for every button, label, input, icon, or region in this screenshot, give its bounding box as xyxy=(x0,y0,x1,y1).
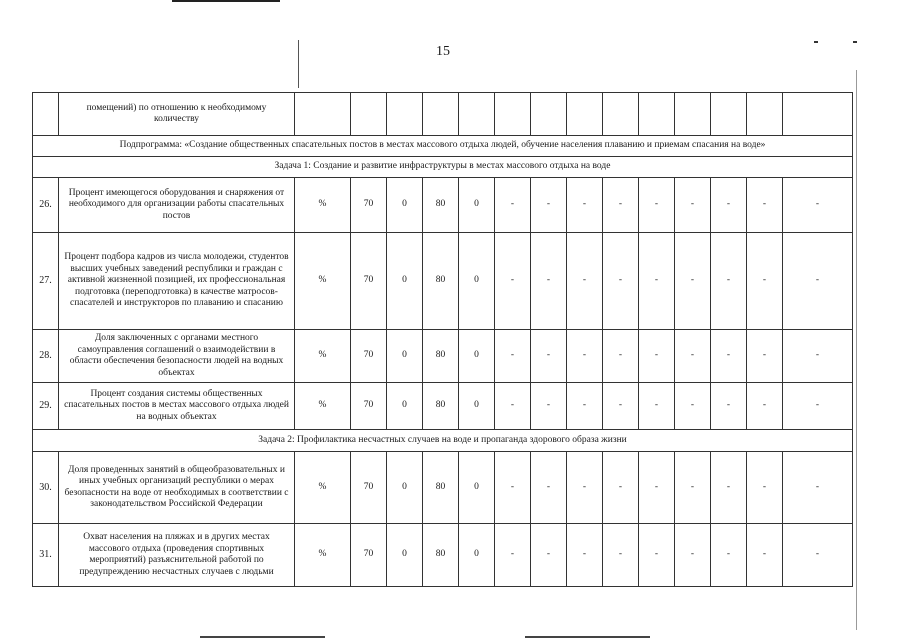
dash-cell: - xyxy=(495,524,531,587)
dash-cell: - xyxy=(747,330,783,383)
dash-cell: - xyxy=(603,524,639,587)
dash-cell: - xyxy=(639,178,675,233)
value-cell: 80 xyxy=(423,524,459,587)
row-number: 29. xyxy=(33,383,59,430)
value-cell: 80 xyxy=(423,330,459,383)
task1-row xyxy=(33,157,853,178)
dash-cell: - xyxy=(675,178,711,233)
table-row xyxy=(33,330,853,383)
value-cell: 0 xyxy=(387,330,423,383)
dash-cell: - xyxy=(711,178,747,233)
value-cell: 80 xyxy=(423,452,459,524)
scan-dot-1 xyxy=(814,41,818,43)
value-cell: 0 xyxy=(459,178,495,233)
task2-title: Задача 2: Профилактика несчастных случаев на воде и пропаганда здорового образа жизни xyxy=(33,430,853,452)
dash-cell: - xyxy=(675,452,711,524)
task2-row xyxy=(33,430,853,452)
value-cell: 0 xyxy=(459,330,495,383)
dash-cell: - xyxy=(639,330,675,383)
dash-cell: - xyxy=(531,233,567,330)
dash-cell: - xyxy=(675,233,711,330)
dash-cell: - xyxy=(711,452,747,524)
value-cell: 70 xyxy=(351,524,387,587)
row-number: 26. xyxy=(33,178,59,233)
table-row xyxy=(33,383,853,430)
indicator-name: Доля проведенных занятий в общеобразовательных и иных учебных организаций республики о мерах безопасности на воде от необходимых в соответствии с законодательством Российской Федерации xyxy=(59,452,295,524)
subprogram-row xyxy=(33,136,853,157)
value-cell: 70 xyxy=(351,233,387,330)
dash-cell: - xyxy=(567,178,603,233)
scan-mark-bottom-left xyxy=(200,636,325,638)
dash-cell: - xyxy=(747,452,783,524)
dash-cell: - xyxy=(603,383,639,430)
value-cell: 0 xyxy=(387,233,423,330)
value-cell: 70 xyxy=(351,330,387,383)
continuation-text: помещений) по отношению к необходимому количеству xyxy=(59,93,295,136)
dash-cell: - xyxy=(603,233,639,330)
value-cell: 0 xyxy=(459,383,495,430)
unit-cell: % xyxy=(295,524,351,587)
dash-cell: - xyxy=(711,524,747,587)
dash-cell: - xyxy=(747,233,783,330)
indicators-table xyxy=(32,92,853,587)
dash-cell: - xyxy=(567,330,603,383)
value-cell: 0 xyxy=(387,178,423,233)
page-number: 15 xyxy=(436,44,450,59)
dash-cell: - xyxy=(711,383,747,430)
dash-cell: - xyxy=(783,330,853,383)
indicator-name: Процент имеющегося оборудования и снаряжения от необходимого для организации работы спасательных постов xyxy=(59,178,295,233)
dash-cell: - xyxy=(639,452,675,524)
unit-cell: % xyxy=(295,233,351,330)
dash-cell: - xyxy=(747,524,783,587)
scan-mark-right-edge xyxy=(856,70,857,630)
dash-cell: - xyxy=(603,330,639,383)
dash-cell: - xyxy=(783,383,853,430)
dash-cell: - xyxy=(531,383,567,430)
dash-cell: - xyxy=(495,330,531,383)
scan-dot-2 xyxy=(853,41,857,43)
dash-cell: - xyxy=(495,178,531,233)
dash-cell: - xyxy=(675,383,711,430)
dash-cell: - xyxy=(783,233,853,330)
value-cell: 70 xyxy=(351,383,387,430)
dash-cell: - xyxy=(639,233,675,330)
row-number: 28. xyxy=(33,330,59,383)
value-cell: 80 xyxy=(423,178,459,233)
dash-cell: - xyxy=(783,178,853,233)
dash-cell: - xyxy=(495,383,531,430)
dash-cell: - xyxy=(711,233,747,330)
dash-cell: - xyxy=(567,524,603,587)
scan-mark-top xyxy=(172,0,280,2)
row-number: 30. xyxy=(33,452,59,524)
table-row xyxy=(33,233,853,330)
dash-cell: - xyxy=(603,178,639,233)
task1-title: Задача 1: Создание и развитие инфраструктуры в местах массового отдыха на воде xyxy=(33,157,853,178)
continuation-row xyxy=(33,93,853,136)
value-cell: 0 xyxy=(387,452,423,524)
dash-cell: - xyxy=(567,233,603,330)
table-row xyxy=(33,524,853,587)
dash-cell: - xyxy=(495,233,531,330)
value-cell: 0 xyxy=(459,233,495,330)
value-cell: 0 xyxy=(387,383,423,430)
dash-cell: - xyxy=(531,330,567,383)
dash-cell: - xyxy=(639,524,675,587)
unit-cell: % xyxy=(295,452,351,524)
value-cell: 0 xyxy=(459,524,495,587)
indicator-name: Охват населения на пляжах и в других местах массового отдыха (проведения спортивных мероприятий) разъяснительной работой по предупреждению несчастных случаев с людьми xyxy=(59,524,295,587)
value-cell: 0 xyxy=(387,524,423,587)
indicator-name: Доля заключенных с органами местного самоуправления соглашений о взаимодействии в области обеспечения безопасности людей на водных объектах xyxy=(59,330,295,383)
value-cell: 80 xyxy=(423,383,459,430)
table-row xyxy=(33,452,853,524)
table-row xyxy=(33,178,853,233)
value-cell: 80 xyxy=(423,233,459,330)
dash-cell: - xyxy=(747,383,783,430)
value-cell: 70 xyxy=(351,452,387,524)
dash-cell: - xyxy=(675,330,711,383)
unit-cell: % xyxy=(295,383,351,430)
dash-cell: - xyxy=(567,452,603,524)
scan-mark-bottom-right xyxy=(525,636,650,638)
dash-cell: - xyxy=(531,178,567,233)
value-cell: 70 xyxy=(351,178,387,233)
row-number: 27. xyxy=(33,233,59,330)
subprogram-title: Подпрограмма: «Создание общественных спасательных постов в местах массового отдыха людей, обучение населения плаванию и приемам спасания на воде» xyxy=(33,136,853,157)
dash-cell: - xyxy=(783,452,853,524)
row-number: 31. xyxy=(33,524,59,587)
value-cell: 0 xyxy=(459,452,495,524)
dash-cell: - xyxy=(495,452,531,524)
dash-cell: - xyxy=(603,452,639,524)
dash-cell: - xyxy=(675,524,711,587)
unit-cell: % xyxy=(295,330,351,383)
indicator-name: Процент подбора кадров из числа молодежи, студентов высших учебных заведений республики и граждан с активной жизненной позицией, их профессиональная подготовка (переподготовка) в качестве матросов-спасателей и инструкторов по плаванию и спасанию xyxy=(59,233,295,330)
scan-mark-vertical xyxy=(298,40,299,88)
dash-cell: - xyxy=(531,452,567,524)
unit-cell: % xyxy=(295,178,351,233)
dash-cell: - xyxy=(639,383,675,430)
dash-cell: - xyxy=(747,178,783,233)
indicator-name: Процент создания системы общественных спасательных постов в местах массового отдыха людей на водных объектах xyxy=(59,383,295,430)
dash-cell: - xyxy=(783,524,853,587)
dash-cell: - xyxy=(711,330,747,383)
dash-cell: - xyxy=(567,383,603,430)
dash-cell: - xyxy=(531,524,567,587)
